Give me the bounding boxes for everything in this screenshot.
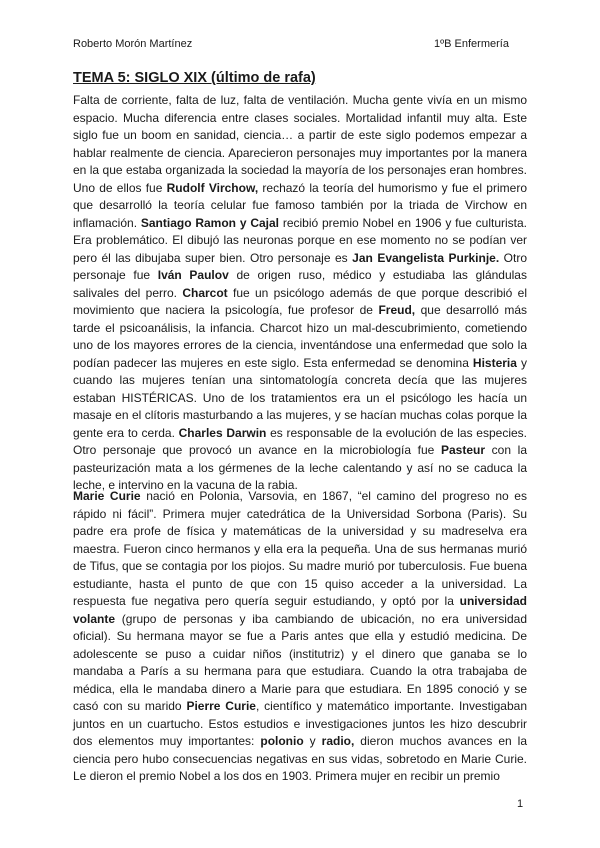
text-run: de origen ruso, médico y estudiaba las glándulas salivales del perro.: [73, 268, 527, 300]
text-run: con la pasteurización mata a los gérmenes de la leche calentando y así no se caduca la leche, e intervino en la vacuna de la rabia.: [73, 443, 528, 492]
text-run: Otro personaje fue: [73, 250, 528, 282]
term-histeria: Histeria: [472, 355, 517, 370]
text-run: , científico y matemático importante. Investigaban juntos en un cuartucho. Estos estudios e investigaciones juntos les hizo descubrir dos elementos muy importantes:: [73, 699, 527, 748]
term-polonio: polonio: [260, 734, 304, 748]
page-number: 1: [517, 798, 524, 810]
paragraph-marie-curie: [73, 488, 527, 786]
name-charles-darwin: Charles Darwin: [178, 425, 267, 440]
text-run: rechazó la teoría del humorismo y fue el primero que desarrolló la teoría celular fue famoso también por la triada de Virchow en inflamación.: [73, 180, 527, 230]
text-run: dieron muchos avances en la ciencia pero hubo consecuencias negativas en sus vidas, sobretodo en Marie Curie. Le dieron el premio Nobel a los dos en 1903. Primera mujer en recibir un premio: [73, 734, 528, 783]
name-ramon-y-cajal: Santiago Ramon y Cajal: [140, 215, 280, 230]
section-title: TEMA 5: SIGLO XIX (último de rafa): [73, 70, 316, 86]
text-run: Falta de corriente, falta de luz, falta de ventilación. Mucha gente vivía en un mismo espacio. Mucha diferencia entre clases sociales. Mortalidad infantil muy alta. Este siglo fue un boom en sanidad, ciencia… a partir de este siglo podemos empezar a hablar realmente de ciencia. Aparecieron personajes muy importantes por la manera en la que estaba organizada la sociedad la mayoría de los personajes eran hombres. Uno de ellos fue: [73, 93, 527, 195]
text-run: recibió premio Nobel en 1906 y fue culturista. Era problemático. El dibujó las neuronas porque en ese momento no se podían ver pero él las dibujaba super bien. Otro personaje es: [73, 215, 528, 265]
paragraph-19th-century: [73, 92, 527, 495]
name-charcot: Charcot: [182, 285, 228, 300]
term-radio: radio,: [321, 734, 355, 748]
name-pasteur: Pasteur: [441, 443, 486, 457]
text-run: es responsable de la evolución de las especies. Otro personaje que provocó un avance en la microbiología fue: [73, 425, 527, 457]
name-pierre-curie: Pierre Curie: [186, 699, 256, 713]
name-paulov: Iván Paulov: [157, 268, 229, 282]
text-run: y: [303, 734, 322, 748]
text-run: y cuando las mujeres tenían una sintomatología concreta decía que las mujeres estaban HISTÉRICAS. Uno de los tratamientos era un el psicólogo les hacía un masaje en el clítoris masturbando a las mujeres, y se hacían muchas colas porque la gente era to cerda.: [73, 355, 527, 440]
name-marie-curie: Marie Curie: [73, 489, 141, 503]
name-purkinje: Jan Evangelista Purkinje.: [352, 250, 500, 265]
text-run: que desarrolló más tarde el psicoanálisis, la infancia. Charcot hizo un mal-descubrimiento, cometiendo uno de los mayores errores de la ciencia, inventándose una enfermedad que solo la podían padecer las mujeres en este siglo. Esta enfermedad se denomina: [73, 303, 527, 370]
term-universidad-volante: universidad volante: [73, 594, 527, 626]
name-freud: Freud,: [378, 303, 416, 317]
header-course: 1ºB Enfermería: [434, 38, 509, 50]
text-run: (grupo de personas y iba cambiando de ubicación, no era universidad oficial). Su hermana mayor se fue a Paris antes que ella y estudió medicina. De adolescente se puso a cuidar niños (institutriz) y el dinero que ganaba se lo mandaba a París a su hermana para que estudiara. Cuando la otra trabajaba de médica, ella le mandaba dinero a Marie para que estudiara. En 1895 conoció y se casó con su marido: [73, 611, 527, 713]
text-run: nació en Polonia, Varsovia, en 1867, “el camino del progreso no es rápido ni fácil”. Primera mujer catedrática de la Universidad Sorbona (Paris). Su padre era profe de física y matemáticas de la universidad y su madreselva era maestra. Fueron cinco hermanos y ella era la pequeña. Una de sus hermanas murió de Tifus, que se contagia por los piojos. Su madre murió por tuberculosis. Fue buena estudiante, hasta el punto de que con 15 quiso acceder a la universidad. La respuesta fue negativa pero quería seguir estudiando, y optó por la: [73, 489, 527, 608]
header-author: Roberto Morón Martínez: [73, 38, 193, 50]
name-rudolf-virchow: Rudolf Virchow,: [166, 180, 259, 195]
text-run: fue un psicólogo además de que porque describió el movimiento que naciera la psicología, fue profesor de: [73, 285, 527, 317]
